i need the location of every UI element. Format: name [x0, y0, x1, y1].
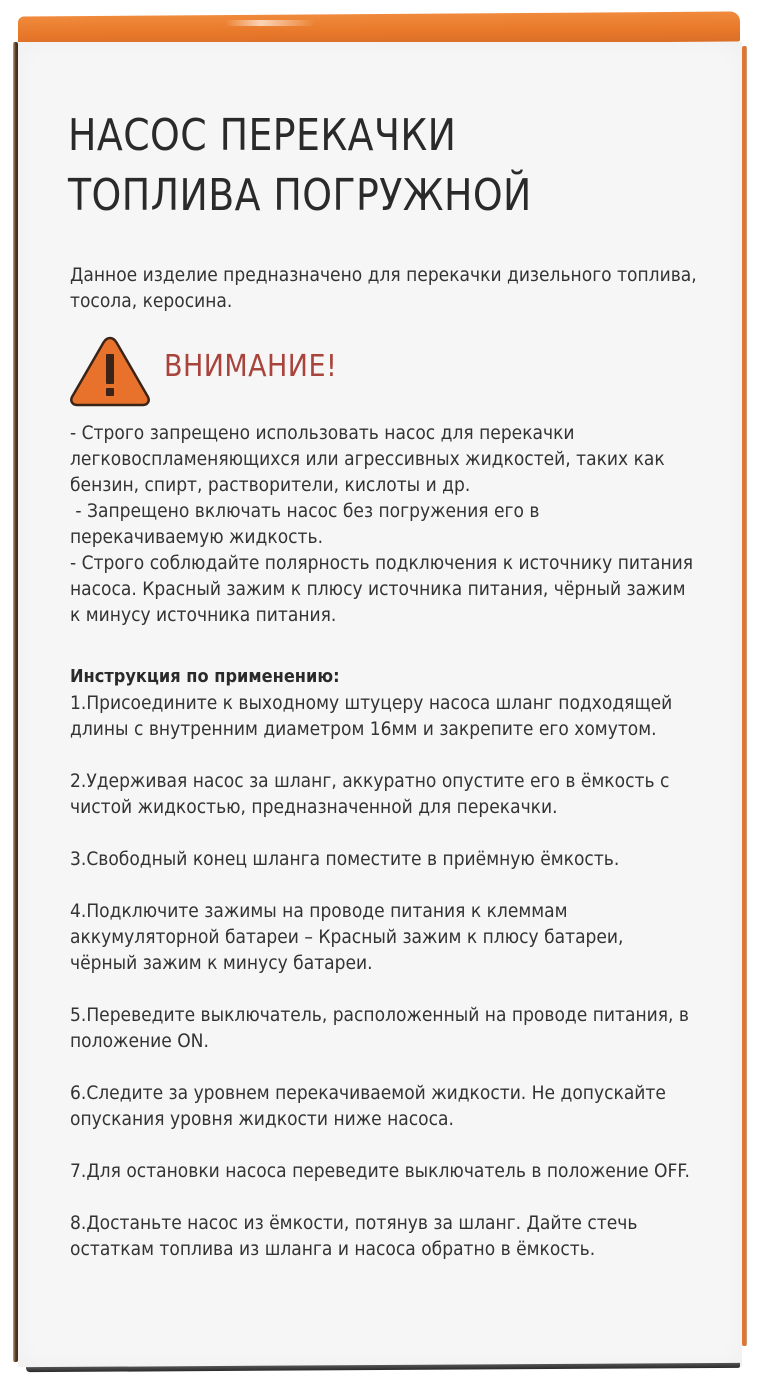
- warning-line: легковоспламеняющихся или агрессивных жидкостей, таких как: [70, 448, 665, 470]
- step-line: аккумуляторной батареи – Красный зажим к плюсу батареи,: [70, 926, 624, 948]
- step-line: 1.Присоедините к выходному штуцеру насоса шланг подходящей: [70, 692, 673, 714]
- instruction-step-1: [70, 690, 690, 742]
- instruction-step-5: [70, 1002, 690, 1054]
- step-line: опускания уровня жидкости ниже насоса.: [70, 1108, 454, 1130]
- step-line: чистой жидкостью, предназначенной для перекачки.: [70, 796, 558, 818]
- step-line: 3.Свободный конец шланга поместите в приёмную ёмкость.: [70, 848, 620, 870]
- step-line: 6.Следите за уровнем перекачиваемой жидкости. Не допускайте: [70, 1082, 666, 1104]
- step-line: положение ON.: [70, 1030, 209, 1052]
- step-line: остаткам топлива из шланга и насоса обратно в ёмкость.: [70, 1238, 596, 1260]
- step-line: 4.Подключите зажимы на проводе питания к клеммам: [70, 900, 568, 922]
- warning-line: насоса. Красный зажим к плюсу источника питания, чёрный зажим: [70, 578, 686, 600]
- instruction-step-3: [70, 846, 690, 872]
- warning-header: [68, 334, 356, 408]
- box-top-scuff: [225, 20, 315, 26]
- instruction-step-6: [70, 1080, 690, 1132]
- step-line: 8.Достаньте насос из ёмкости, потянув за шланг. Дайте стечь: [70, 1212, 638, 1234]
- page-title: [68, 106, 618, 226]
- instruction-step-4: [70, 898, 690, 976]
- step-line: 5.Переведите выключатель, расположенный на проводе питания, в: [70, 1004, 689, 1026]
- step-line: длины с внутренним диаметром 16мм и закрепите его хомутом.: [70, 718, 657, 740]
- instruction-step-7: [70, 1158, 690, 1184]
- warning-line: - Строго соблюдайте полярность подключения к источнику питания: [70, 552, 694, 574]
- intro-paragraph: [70, 262, 697, 314]
- step-line: 7.Для остановки насоса переведите выключатель в положение OFF.: [70, 1160, 690, 1182]
- instruction-step-8: [70, 1210, 690, 1262]
- warning-line: - Запрещено включать насос без погружения его в: [70, 500, 540, 522]
- instruction-step-2: [70, 768, 690, 820]
- warning-line: к минусу источника питания.: [70, 604, 337, 626]
- intro-line: тосола, керосина.: [70, 290, 233, 312]
- step-line: 2.Удерживая насос за шланг, аккуратно опустите его в ёмкость с: [70, 770, 670, 792]
- instructions-heading: Инструкция по применению:: [70, 666, 340, 687]
- title-line: НАСОС ПЕРЕКАЧКИ: [68, 110, 457, 161]
- title-line: ТОПЛИВА ПОГРУЖНОЙ: [68, 170, 532, 221]
- warning-list: [70, 420, 693, 628]
- warning-line: - Строго запрещено использовать насос для перекачки: [70, 422, 575, 444]
- intro-line: Данное изделие предназначено для перекачки дизельного топлива,: [70, 264, 697, 286]
- warning-label: ВНИМАНИЕ!: [164, 348, 338, 384]
- warning-line: перекачиваемую жидкость.: [70, 526, 324, 548]
- step-line: чёрный зажим к минусу батареи.: [70, 952, 373, 974]
- instructions-section: [70, 664, 759, 1262]
- warning-triangle-icon: [68, 334, 152, 408]
- warning-line: бензин, спирт, растворители, кислоты и др.: [70, 474, 471, 496]
